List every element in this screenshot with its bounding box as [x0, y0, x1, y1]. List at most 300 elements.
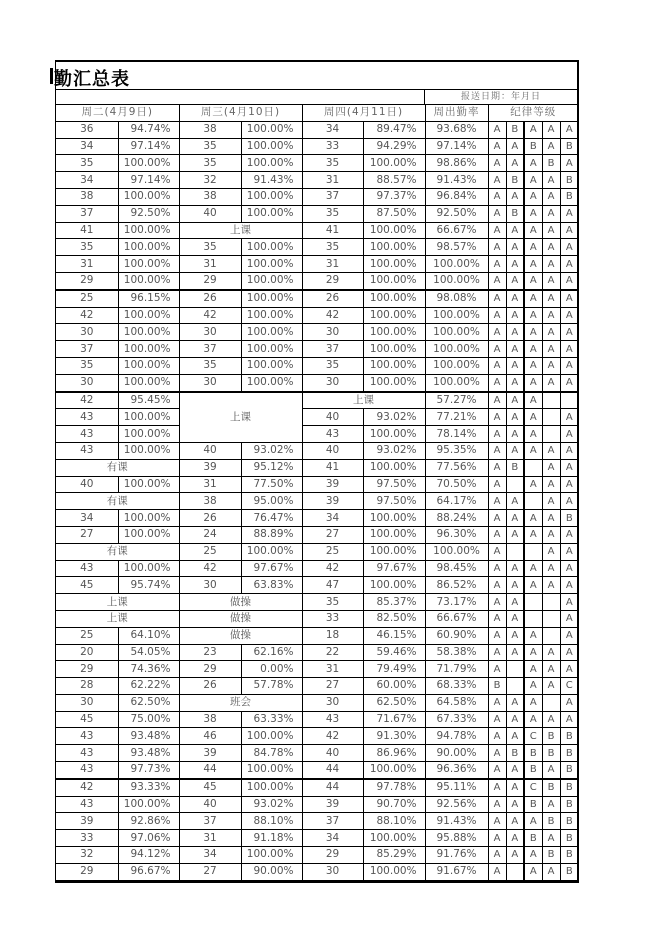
d2-rate-cell: 97.06% — [118, 830, 179, 847]
d3-count-cell: 37 — [179, 813, 241, 830]
d4-count-cell: 35 — [302, 205, 363, 222]
d2-rate-cell: 100.00% — [118, 426, 179, 443]
discipline-grade-cell: A — [488, 796, 506, 813]
discipline-grade-cell: A — [524, 374, 542, 391]
d2-count-cell: 43 — [56, 560, 118, 577]
d2-rate-cell: 100.00% — [118, 222, 179, 239]
table-row — [56, 694, 578, 711]
d4-rate-cell: 100.00% — [363, 324, 425, 341]
d2-rate-cell: 100.00% — [118, 510, 179, 527]
week-rate-cell: 60.90% — [425, 627, 488, 644]
d2-count-cell: 30 — [56, 324, 118, 341]
d3-count-cell: 24 — [179, 526, 241, 543]
discipline-grade-cell: A — [488, 762, 506, 779]
d4-rate-cell: 97.50% — [363, 476, 425, 493]
week-rate-cell: 100.00% — [425, 324, 488, 341]
table-row — [56, 863, 578, 880]
discipline-grade-cell — [542, 392, 560, 409]
d3-note-cell: 做操 — [179, 627, 302, 644]
discipline-grade-cell: A — [542, 493, 560, 510]
discipline-grade-cell: A — [488, 341, 506, 358]
discipline-grade-cell: A — [524, 188, 542, 205]
week-rate-cell: 90.00% — [425, 745, 488, 762]
table-row — [56, 138, 578, 155]
discipline-grade-cell: A — [488, 409, 506, 426]
d4-rate-cell: 100.00% — [363, 459, 425, 476]
d4-rate-cell: 60.00% — [363, 678, 425, 695]
discipline-grade-cell: A — [524, 155, 542, 172]
discipline-grade-cell: A — [524, 172, 542, 189]
d4-count-cell: 34 — [302, 830, 363, 847]
discipline-grade-cell: A — [506, 510, 524, 527]
d3-count-cell: 35 — [179, 357, 241, 374]
d3-count-cell: 26 — [179, 510, 241, 527]
discipline-grade-cell: A — [506, 627, 524, 644]
week-rate-cell: 91.43% — [425, 172, 488, 189]
d2-count-cell: 35 — [56, 239, 118, 256]
d2-count-cell: 29 — [56, 272, 118, 289]
discipline-grade-cell: A — [506, 357, 524, 374]
d4-rate-cell: 100.00% — [363, 290, 425, 307]
d2-count-cell: 42 — [56, 307, 118, 324]
d2-rate-cell: 97.14% — [118, 138, 179, 155]
d4-rate-cell: 46.15% — [363, 627, 425, 644]
discipline-grade-cell: A — [488, 272, 506, 289]
d4-rate-cell: 100.00% — [363, 577, 425, 594]
d3-rate-cell: 95.12% — [241, 459, 302, 476]
table-row — [56, 222, 578, 239]
d2-count-cell: 25 — [56, 290, 118, 307]
discipline-grade-cell: A — [560, 256, 578, 273]
table-row — [56, 476, 578, 493]
d3-rate-cell: 90.00% — [241, 863, 302, 880]
discipline-grade-cell: A — [524, 324, 542, 341]
d3-count-cell: 29 — [179, 661, 241, 678]
d3-rate-cell: 100.00% — [241, 847, 302, 864]
table-row — [56, 426, 578, 443]
d3-rate-cell: 100.00% — [241, 205, 302, 222]
d4-count-cell: 25 — [302, 543, 363, 560]
discipline-grade-cell: A — [542, 290, 560, 307]
d4-rate-cell: 93.02% — [363, 442, 425, 459]
discipline-grade-cell: A — [488, 357, 506, 374]
discipline-grade-cell: A — [488, 543, 506, 560]
discipline-grade-cell: A — [488, 138, 506, 155]
d2-count-cell: 43 — [56, 796, 118, 813]
discipline-grade-cell: C — [524, 779, 542, 796]
d3-rate-cell: 100.00% — [241, 357, 302, 374]
d4-count-cell: 43 — [302, 426, 363, 443]
discipline-grade-cell: A — [560, 476, 578, 493]
week-rate-cell: 88.24% — [425, 510, 488, 527]
d3-count-cell: 35 — [179, 138, 241, 155]
truncated-title-char — [50, 68, 53, 84]
discipline-grade-cell: A — [506, 728, 524, 745]
table-row — [56, 627, 578, 644]
discipline-grade-cell: A — [488, 644, 506, 661]
discipline-grade-cell: A — [524, 661, 542, 678]
discipline-grade-cell: A — [524, 409, 542, 426]
discipline-grade-cell: A — [506, 560, 524, 577]
d4-count-cell: 34 — [302, 510, 363, 527]
table-row — [56, 678, 578, 695]
discipline-grade-cell: A — [506, 392, 524, 409]
week-rate-cell: 92.50% — [425, 205, 488, 222]
discipline-grade-cell: A — [560, 610, 578, 627]
d4-rate-cell: 100.00% — [363, 256, 425, 273]
discipline-grade-cell: A — [524, 222, 542, 239]
d3-count-cell: 38 — [179, 188, 241, 205]
d4-rate-cell: 85.37% — [363, 594, 425, 611]
discipline-grade-cell: C — [524, 728, 542, 745]
discipline-grade-cell: A — [506, 830, 524, 847]
d2-rate-cell: 93.33% — [118, 779, 179, 796]
discipline-grade-cell: A — [542, 711, 560, 728]
d4-count-cell: 37 — [302, 341, 363, 358]
header-day4: 周四(4月11日) — [302, 105, 425, 121]
d4-count-cell: 37 — [302, 813, 363, 830]
week-rate-cell: 66.67% — [425, 222, 488, 239]
header-week-rate: 周出勤率 — [425, 105, 488, 121]
attendance-table — [56, 105, 578, 881]
d3-count-cell: 38 — [179, 121, 241, 138]
week-rate-cell: 98.57% — [425, 239, 488, 256]
discipline-grade-cell: A — [524, 627, 542, 644]
d4-count-cell: 30 — [302, 324, 363, 341]
d3-rate-cell: 100.00% — [241, 307, 302, 324]
discipline-grade-cell: A — [542, 830, 560, 847]
discipline-grade-cell: A — [488, 222, 506, 239]
discipline-grade-cell: A — [524, 121, 542, 138]
d3-rate-cell: 100.00% — [241, 324, 302, 341]
discipline-grade-cell: A — [542, 644, 560, 661]
d4-rate-cell: 97.37% — [363, 188, 425, 205]
d2-rate-cell: 94.74% — [118, 121, 179, 138]
discipline-grade-cell: A — [524, 426, 542, 443]
d4-count-cell: 35 — [302, 155, 363, 172]
d4-rate-cell: 94.29% — [363, 138, 425, 155]
d3-count-cell: 34 — [179, 847, 241, 864]
d2-rate-cell: 97.73% — [118, 762, 179, 779]
week-rate-cell: 64.58% — [425, 694, 488, 711]
discipline-grade-cell: A — [524, 694, 542, 711]
d4-count-cell: 40 — [302, 409, 363, 426]
d3-rate-cell: 91.18% — [241, 830, 302, 847]
d4-rate-cell: 100.00% — [363, 155, 425, 172]
week-rate-cell: 92.56% — [425, 796, 488, 813]
d3-rate-cell: 63.83% — [241, 577, 302, 594]
d3-count-cell: 39 — [179, 745, 241, 762]
header-row — [56, 105, 578, 121]
discipline-grade-cell — [524, 459, 542, 476]
discipline-grade-cell: A — [506, 155, 524, 172]
discipline-grade-cell: A — [560, 442, 578, 459]
d2-rate-cell: 95.74% — [118, 577, 179, 594]
d2-count-cell: 45 — [56, 711, 118, 728]
week-rate-cell: 100.00% — [425, 272, 488, 289]
discipline-grade-cell: B — [542, 728, 560, 745]
d3-rate-cell: 97.67% — [241, 560, 302, 577]
discipline-grade-cell: A — [524, 847, 542, 864]
discipline-grade-cell: A — [506, 256, 524, 273]
discipline-grade-cell: A — [488, 172, 506, 189]
discipline-grade-cell: A — [488, 728, 506, 745]
week-rate-cell: 57.27% — [425, 392, 488, 409]
discipline-grade-cell: A — [506, 594, 524, 611]
week-rate-cell: 68.33% — [425, 678, 488, 695]
report-date: 报送日期：年月日 — [424, 90, 577, 104]
d2-count-cell: 34 — [56, 172, 118, 189]
d2-rate-cell: 100.00% — [118, 155, 179, 172]
discipline-grade-cell: B — [524, 830, 542, 847]
d2-count-cell: 43 — [56, 762, 118, 779]
discipline-grade-cell: A — [560, 694, 578, 711]
discipline-grade-cell: A — [506, 290, 524, 307]
d4-rate-cell: 93.02% — [363, 409, 425, 426]
d3-count-cell: 40 — [179, 442, 241, 459]
d4-count-cell: 40 — [302, 745, 363, 762]
discipline-grade-cell: A — [560, 357, 578, 374]
discipline-grade-cell: A — [560, 155, 578, 172]
discipline-grade-cell: A — [488, 476, 506, 493]
d4-rate-cell: 89.47% — [363, 121, 425, 138]
table-row — [56, 813, 578, 830]
discipline-grade-cell: B — [560, 728, 578, 745]
discipline-grade-cell: A — [488, 205, 506, 222]
discipline-grade-cell: B — [560, 510, 578, 527]
discipline-grade-cell: A — [560, 409, 578, 426]
discipline-grade-cell: A — [524, 644, 542, 661]
discipline-grade-cell: B — [506, 121, 524, 138]
week-rate-cell: 96.36% — [425, 762, 488, 779]
table-row — [56, 357, 578, 374]
d3-count-cell: 42 — [179, 560, 241, 577]
discipline-grade-cell: A — [560, 526, 578, 543]
discipline-grade-cell: A — [542, 272, 560, 289]
discipline-grade-cell: A — [506, 442, 524, 459]
table-row — [56, 290, 578, 307]
discipline-grade-cell: A — [542, 188, 560, 205]
d3-rate-cell: 100.00% — [241, 256, 302, 273]
discipline-grade-cell: B — [542, 779, 560, 796]
discipline-grade-cell: A — [524, 392, 542, 409]
table-row — [56, 442, 578, 459]
d2-rate-cell: 100.00% — [118, 188, 179, 205]
d3-count-cell: 31 — [179, 476, 241, 493]
week-rate-cell: 71.79% — [425, 661, 488, 678]
d3-rate-cell: 91.43% — [241, 172, 302, 189]
discipline-grade-cell: A — [488, 863, 506, 880]
table-row — [56, 324, 578, 341]
d3-count-cell: 35 — [179, 239, 241, 256]
discipline-grade-cell: A — [560, 594, 578, 611]
d2-rate-cell: 97.14% — [118, 172, 179, 189]
d3-rate-cell: 100.00% — [241, 188, 302, 205]
d3-count-cell: 30 — [179, 577, 241, 594]
d3-rate-cell: 100.00% — [241, 374, 302, 391]
table-row — [56, 188, 578, 205]
discipline-grade-cell: A — [524, 560, 542, 577]
discipline-grade-cell: A — [524, 341, 542, 358]
d3-rate-cell: 100.00% — [241, 121, 302, 138]
d3-count-cell: 31 — [179, 830, 241, 847]
table-row — [56, 205, 578, 222]
discipline-grade-cell — [542, 594, 560, 611]
d2-rate-cell: 93.48% — [118, 745, 179, 762]
discipline-grade-cell: A — [560, 459, 578, 476]
d3-rate-cell: 100.00% — [241, 543, 302, 560]
discipline-grade-cell: A — [560, 493, 578, 510]
d2-rate-cell: 96.15% — [118, 290, 179, 307]
discipline-grade-cell: A — [560, 711, 578, 728]
table-row — [56, 594, 578, 611]
discipline-grade-cell: A — [524, 476, 542, 493]
d4-rate-cell: 100.00% — [363, 543, 425, 560]
d2-rate-cell: 54.05% — [118, 644, 179, 661]
d4-rate-cell: 59.46% — [363, 644, 425, 661]
discipline-grade-cell: B — [560, 762, 578, 779]
d4-note-cell: 上课 — [302, 392, 425, 409]
discipline-grade-cell: A — [488, 510, 506, 527]
table-row — [56, 644, 578, 661]
table-row — [56, 239, 578, 256]
d4-rate-cell: 100.00% — [363, 357, 425, 374]
d3-count-cell: 40 — [179, 796, 241, 813]
d2-rate-cell: 100.00% — [118, 272, 179, 289]
table-row — [56, 155, 578, 172]
d4-count-cell: 29 — [302, 272, 363, 289]
discipline-grade-cell: A — [524, 813, 542, 830]
week-rate-cell: 100.00% — [425, 374, 488, 391]
d3-rate-cell: 93.02% — [241, 442, 302, 459]
discipline-grade-cell: B — [488, 678, 506, 695]
d2-count-cell: 20 — [56, 644, 118, 661]
d4-count-cell: 29 — [302, 847, 363, 864]
discipline-grade-cell: A — [488, 694, 506, 711]
discipline-grade-cell: A — [506, 493, 524, 510]
table-row — [56, 796, 578, 813]
discipline-grade-cell — [506, 543, 524, 560]
discipline-grade-cell: B — [560, 813, 578, 830]
d3-rate-cell: 100.00% — [241, 779, 302, 796]
d2-count-cell: 39 — [56, 813, 118, 830]
discipline-grade-cell: A — [506, 762, 524, 779]
table-row — [56, 526, 578, 543]
discipline-grade-cell: A — [488, 374, 506, 391]
discipline-grade-cell: A — [542, 661, 560, 678]
discipline-grade-cell: A — [542, 374, 560, 391]
d3-count-cell: 25 — [179, 543, 241, 560]
discipline-grade-cell: A — [488, 745, 506, 762]
d3-rate-cell: 63.33% — [241, 711, 302, 728]
d3-count-cell: 32 — [179, 172, 241, 189]
discipline-grade-cell: B — [560, 863, 578, 880]
discipline-grade-cell: A — [488, 459, 506, 476]
discipline-grade-cell — [524, 594, 542, 611]
d4-rate-cell: 85.29% — [363, 847, 425, 864]
d4-rate-cell: 100.00% — [363, 341, 425, 358]
discipline-grade-cell: A — [506, 796, 524, 813]
discipline-grade-cell: B — [560, 138, 578, 155]
week-rate-cell: 100.00% — [425, 543, 488, 560]
discipline-grade-cell: A — [542, 442, 560, 459]
discipline-grade-cell: A — [542, 172, 560, 189]
week-rate-cell: 67.33% — [425, 711, 488, 728]
discipline-grade-cell: A — [488, 256, 506, 273]
d4-count-cell: 31 — [302, 172, 363, 189]
table-row — [56, 121, 578, 138]
discipline-grade-cell: C — [560, 678, 578, 695]
discipline-grade-cell: A — [560, 205, 578, 222]
discipline-grade-cell: A — [506, 222, 524, 239]
d4-rate-cell: 100.00% — [363, 239, 425, 256]
discipline-grade-cell: B — [524, 796, 542, 813]
week-rate-cell: 95.35% — [425, 442, 488, 459]
table-row — [56, 560, 578, 577]
d2-count-cell: 32 — [56, 847, 118, 864]
discipline-grade-cell: A — [542, 796, 560, 813]
discipline-grade-cell: A — [524, 442, 542, 459]
d4-count-cell: 44 — [302, 762, 363, 779]
discipline-grade-cell — [524, 610, 542, 627]
discipline-grade-cell: A — [506, 711, 524, 728]
d4-count-cell: 42 — [302, 307, 363, 324]
discipline-grade-cell: A — [506, 610, 524, 627]
discipline-grade-cell: A — [542, 762, 560, 779]
d2-rate-cell: 96.67% — [118, 863, 179, 880]
discipline-grade-cell: B — [506, 459, 524, 476]
week-rate-cell: 100.00% — [425, 307, 488, 324]
discipline-grade-cell — [506, 661, 524, 678]
week-rate-cell: 98.08% — [425, 290, 488, 307]
discipline-grade-cell: A — [560, 290, 578, 307]
d3-rate-cell: 100.00% — [241, 272, 302, 289]
table-row — [56, 661, 578, 678]
discipline-grade-cell: A — [506, 341, 524, 358]
discipline-grade-cell: A — [488, 594, 506, 611]
week-rate-cell: 86.52% — [425, 577, 488, 594]
d2-count-cell: 25 — [56, 627, 118, 644]
discipline-grade-cell: A — [560, 374, 578, 391]
discipline-grade-cell: A — [488, 392, 506, 409]
table-row — [56, 272, 578, 289]
discipline-grade-cell: A — [542, 307, 560, 324]
week-rate-cell: 77.21% — [425, 409, 488, 426]
table-row — [56, 256, 578, 273]
d3-note-cell: 做操 — [179, 594, 302, 611]
d4-count-cell: 44 — [302, 779, 363, 796]
discipline-grade-cell: A — [542, 577, 560, 594]
discipline-grade-cell: B — [560, 779, 578, 796]
d4-count-cell: 39 — [302, 476, 363, 493]
d3-count-cell: 30 — [179, 324, 241, 341]
d2-rate-cell: 93.48% — [118, 728, 179, 745]
d3-count-cell: 42 — [179, 307, 241, 324]
d3-rate-cell: 100.00% — [241, 762, 302, 779]
discipline-grade-cell: A — [488, 307, 506, 324]
discipline-grade-cell: B — [524, 745, 542, 762]
d4-rate-cell: 97.67% — [363, 560, 425, 577]
d2-rate-cell: 100.00% — [118, 239, 179, 256]
discipline-grade-cell: A — [560, 222, 578, 239]
d3-count-cell: 37 — [179, 341, 241, 358]
d2-count-cell: 45 — [56, 577, 118, 594]
week-rate-cell: 58.38% — [425, 644, 488, 661]
discipline-grade-cell — [542, 610, 560, 627]
week-rate-cell: 94.78% — [425, 728, 488, 745]
discipline-grade-cell: A — [560, 627, 578, 644]
discipline-grade-cell: A — [488, 188, 506, 205]
